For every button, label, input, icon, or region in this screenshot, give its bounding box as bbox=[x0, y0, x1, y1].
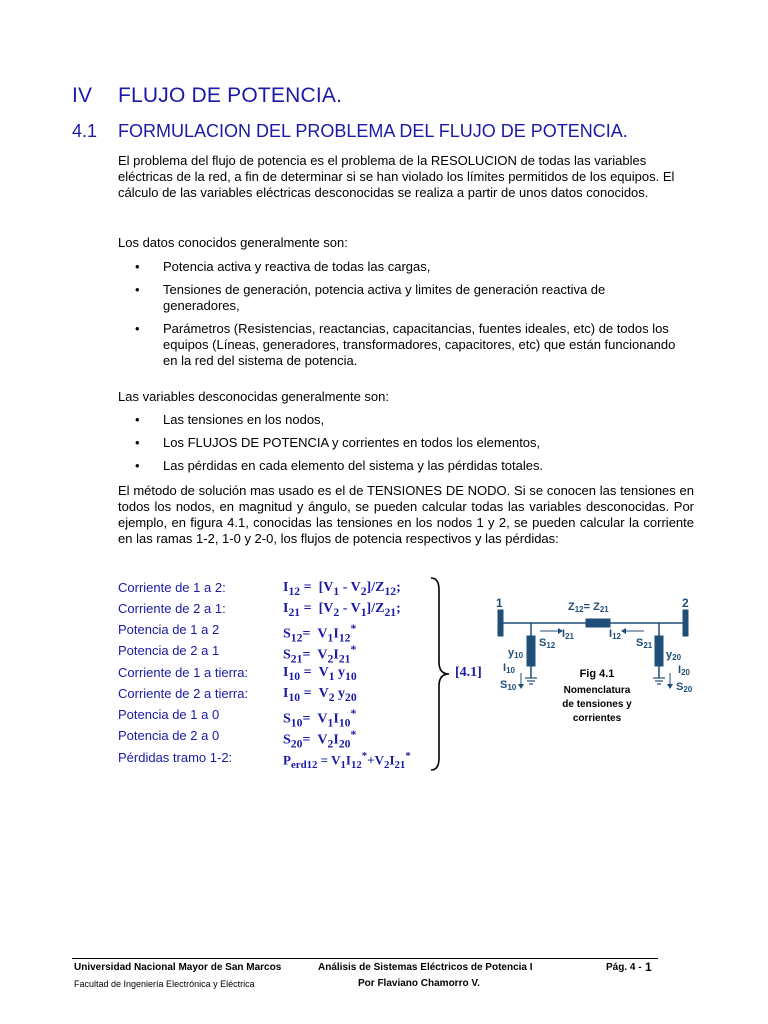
figure-caption-line: corrientes bbox=[572, 713, 622, 724]
equation-formula: $S_{21}= V_2I_{21}^*$ bbox=[283, 643, 357, 666]
equation-row bbox=[118, 643, 438, 666]
node-1-label: 1 bbox=[496, 596, 503, 610]
equation-label: Corriente de 1 a 2: bbox=[118, 580, 226, 595]
figure-4-1-diagram bbox=[488, 596, 706, 731]
footer-faculty: Facultad de Ingeniería Electrónica y Eléctrica bbox=[74, 979, 255, 989]
equation-tag: [4.1] bbox=[455, 665, 482, 680]
footer-page-label: Pág. 4 - bbox=[606, 962, 642, 973]
list-item: • Potencia activa y reactiva de todas las cargas, bbox=[118, 259, 678, 275]
equation-formula: $P_{erd12} = V_1I_{12}^*+V_2I_{21}^*$ bbox=[283, 750, 411, 771]
bus-bar-2 bbox=[683, 610, 688, 636]
shunt-y20 bbox=[655, 636, 663, 666]
equation-label: Potencia de 1 a 0 bbox=[118, 707, 220, 722]
list-item: • Las tensiones en los nodos, bbox=[118, 412, 678, 428]
section-heading bbox=[72, 121, 628, 142]
equation-row bbox=[118, 728, 438, 751]
equation-formula: $S_{10}= V_1I_{10}^*$ bbox=[283, 707, 357, 730]
chapter-heading bbox=[72, 84, 342, 108]
y20-label: y20 bbox=[666, 649, 682, 662]
equation-row bbox=[118, 750, 438, 771]
equation-row bbox=[118, 686, 438, 704]
equation-formula: $I_{21} = [V_2 - V_1]/Z_{21}$; bbox=[283, 601, 401, 619]
figure-caption-line: de tensiones y bbox=[562, 699, 632, 710]
equation-row bbox=[118, 665, 438, 683]
s10-label: S10 bbox=[500, 679, 517, 692]
equation-label: Potencia de 1 a 2 bbox=[118, 622, 220, 637]
list-item: • Parámetros (Resistencias, reactancias, capacitancias, fuentes ideales, etc) de todos los equipos (Líneas, generadores, transformadores, capacitores, etc) que están funcionando en la red del sistema de potencia. bbox=[118, 321, 678, 369]
equation-formula: $I_{10} = V_1$ $y_{10}$ bbox=[283, 665, 357, 683]
i20-label: I20 bbox=[678, 664, 690, 677]
chapter-number: IV bbox=[72, 84, 93, 107]
figure-caption-line: Nomenclatura bbox=[563, 685, 631, 696]
brace-icon bbox=[425, 574, 455, 774]
shunt-y10 bbox=[527, 636, 535, 666]
equation-row bbox=[118, 707, 438, 730]
method-paragraph: El método de solución mas usado es el de TENSIONES DE NODO. Si se conocen las tensiones en todos los nodos, en magnitud y ángulo, se pueden calcular todas las variables desconocidas. Por ejemplo, en figura 4.1, conocidas las tensiones en los nodos 1 y 2, se pueden calcular la corriente en las ramas 1-2, 1-0 y 2-0, los flujos de potencia respectivos y las pérdidas: bbox=[118, 483, 694, 546]
unknown-list bbox=[118, 412, 678, 474]
y10-label: y10 bbox=[508, 647, 524, 660]
i12-label: I21 bbox=[562, 628, 574, 641]
list-item: • Los FLUJOS DE POTENCIA y corrientes en todos los elementos, bbox=[118, 435, 678, 451]
z-label: Z12= Z21 bbox=[568, 601, 609, 614]
equation-formula: $I_{12} = [V_1 - V_2]/Z_{12}$; bbox=[283, 580, 401, 598]
section-title: FORMULACION DEL PROBLEMA DEL FLUJO DE POTENCIA. bbox=[118, 121, 628, 141]
i10-label: I10 bbox=[503, 662, 515, 675]
equation-formula: $S_{12}= V_1I_{12}^*$ bbox=[283, 622, 357, 645]
known-list bbox=[118, 259, 678, 369]
equation-formula: $S_{20}= V_2I_{20}^*$ bbox=[283, 728, 357, 751]
list-item: • Las pérdidas en cada elemento del sistema y las pérdidas totales. bbox=[118, 458, 678, 474]
footer-course: Análisis de Sistemas Eléctricos de Potencia I bbox=[318, 962, 533, 973]
s20-label: S20 bbox=[676, 681, 693, 694]
s12-label: S12 bbox=[539, 637, 556, 650]
node-2-label: 2 bbox=[682, 596, 689, 610]
footer-university: Universidad Nacional Mayor de San Marcos bbox=[74, 962, 282, 973]
equation-label: Corriente de 2 a 1: bbox=[118, 601, 226, 616]
equation-label: Pérdidas tramo 1-2: bbox=[118, 750, 233, 765]
s21-label: S21 bbox=[636, 637, 653, 650]
footer-author: Por Flaviano Chamorro V. bbox=[358, 978, 480, 989]
equation-formula: $I_{10} = V_2$ $y_{20}$ bbox=[283, 686, 357, 704]
equation-label: Potencia de 2 a 1 bbox=[118, 643, 220, 658]
chapter-title: FLUJO DE POTENCIA. bbox=[118, 84, 343, 107]
equation-row bbox=[118, 580, 438, 598]
unknown-heading: Las variables desconocidas generalmente son: bbox=[118, 389, 390, 404]
i21-label: I12 bbox=[609, 628, 621, 641]
bus-bar-1 bbox=[498, 610, 503, 636]
section-number: 4.1 bbox=[72, 121, 98, 141]
equation-label: Corriente de 1 a tierra: bbox=[118, 665, 249, 680]
equation-label: Potencia de 2 a 0 bbox=[118, 728, 220, 743]
list-item: • Tensiones de generación, potencia activa y limites de generación reactiva de generadores, bbox=[118, 282, 678, 314]
impedance-z12 bbox=[586, 619, 610, 627]
known-heading: Los datos conocidos generalmente son: bbox=[118, 235, 348, 250]
equation-row bbox=[118, 601, 438, 619]
equation-label: Corriente de 2 a tierra: bbox=[118, 686, 249, 701]
intro-paragraph: El problema del flujo de potencia es el problema de la RESOLUCION de todas las variables eléctricas de la red, a fin de determinar si se han violado los límites permitidos de los equipos. El cálculo de las variables eléctricas desconocidas se realiza a partir de unos datos conocidos. bbox=[118, 153, 675, 200]
figure-caption-line: Fig 4.1 bbox=[579, 668, 615, 680]
footer-rule bbox=[72, 958, 658, 959]
footer-page-number: 1 bbox=[645, 960, 652, 974]
equation-row bbox=[118, 622, 438, 645]
